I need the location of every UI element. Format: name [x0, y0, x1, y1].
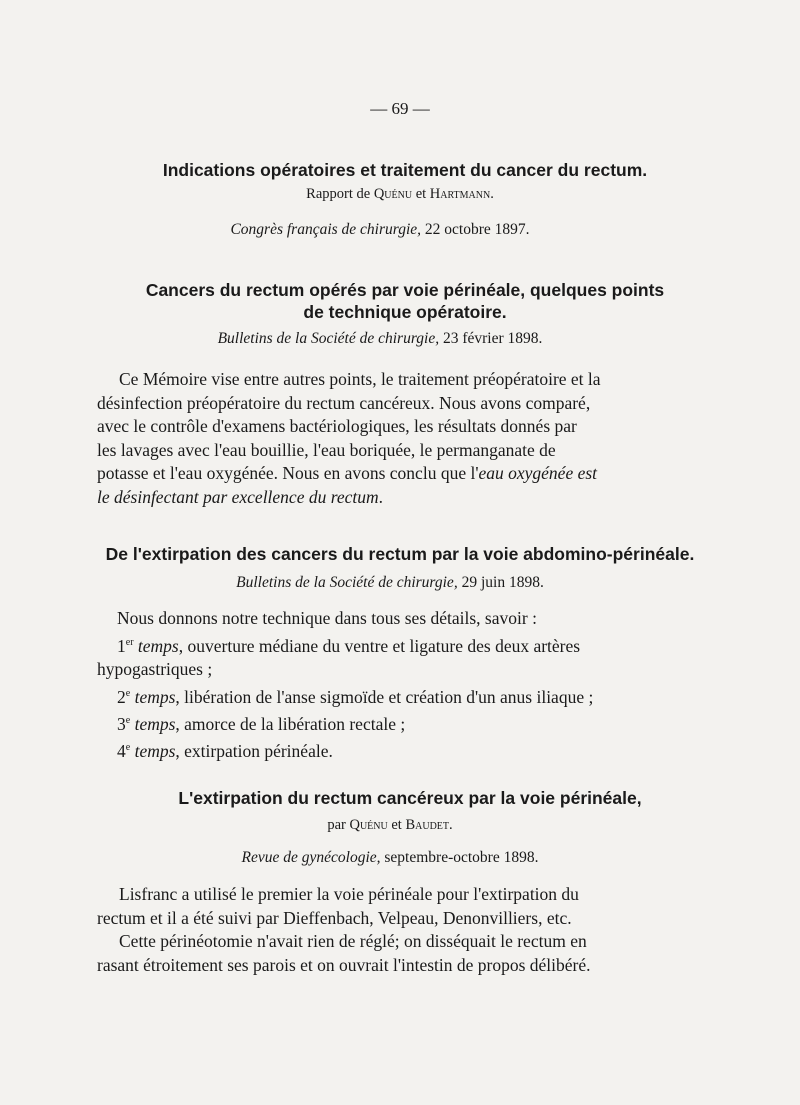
journal-title: Congrès français de chirurgie, [230, 221, 422, 238]
list-item: 2e temps, libération de l'anse sigmoïde et création d'un anus iliaque ; [117, 686, 594, 707]
source-citation [0, 574, 780, 592]
list-item: 4e temps, extirpation périnéale. [117, 741, 333, 762]
page-number: — 69 — [370, 99, 430, 118]
list-item: 1er temps, ouverture médiane du ventre et ligature des deux artères [117, 635, 581, 656]
section-title: L'extirpation du rectum cancéreux par la voie périnéale, [178, 788, 642, 808]
journal-title: Revue de gynécologie, [241, 849, 381, 866]
list-item: 3e temps, amorce de la libération rectale ; [117, 713, 406, 734]
list-item-continuation: hypogastriques ; [97, 659, 213, 680]
section-title: Indications opératoires et traitement du cancer du rectum. [162, 160, 648, 180]
journal-title: Bulletins de la Société de chirurgie, [217, 330, 440, 347]
citation-date: 22 octobre 1897. [421, 221, 530, 238]
author-name: Quénu [349, 817, 388, 833]
author-name: Quénu [373, 186, 413, 202]
body-paragraph: Ce Mémoire vise entre autres points, le traitement préopératoire et la désinfection préopératoire du rectum cancéreux. Nous avons comparé, avec le contrôle d'examens bactériologiques, les résultats donnés par les lavages avec l'eau bouillie, l'eau boriquée, le permanganate de potasse et l'eau oxygénée. Nous en avons conclu que l'eau oxygénée est le désinfectant par excellence du rectum. [97, 369, 601, 507]
citation-date: 29 juin 1898. [457, 574, 544, 591]
source-citation [0, 849, 780, 867]
author-name: Baudet [405, 817, 450, 833]
section-title: De l'extirpation des cancers du rectum par la voie abdomino-périnéale. [105, 544, 695, 564]
body-paragraph [97, 607, 675, 764]
report-line: par Quénu et Baudet. [327, 817, 453, 833]
citation-date: septembre-octobre 1898. [380, 849, 539, 866]
citation-date: 23 février 1898. [439, 330, 543, 347]
body-paragraph: Lisfranc a utilisé le premier la voie périnéale pour l'extirpation du rectum et il a été suivi par Dieffenbach, Velpeau, Denonvilliers, etc. Cette périnéotomie n'avait rien de réglé; on disséquait le rectum en rasant étroitement ses parois et on ouvrait l'intestin de propos délibéré. [97, 884, 591, 975]
report-line: Rapport de Quénu et Hartmann. [306, 186, 494, 202]
journal-title: Bulletins de la Société de chirurgie, [236, 574, 458, 591]
source-citation [0, 330, 760, 348]
intro-line: Nous donnons notre technique dans tous ses détails, savoir : [117, 608, 537, 628]
source-citation [0, 221, 760, 239]
author-name: Hartmann [429, 186, 491, 202]
section-title: Cancers du rectum opérés par voie périnéale, quelques points de technique opératoire. [145, 280, 665, 322]
